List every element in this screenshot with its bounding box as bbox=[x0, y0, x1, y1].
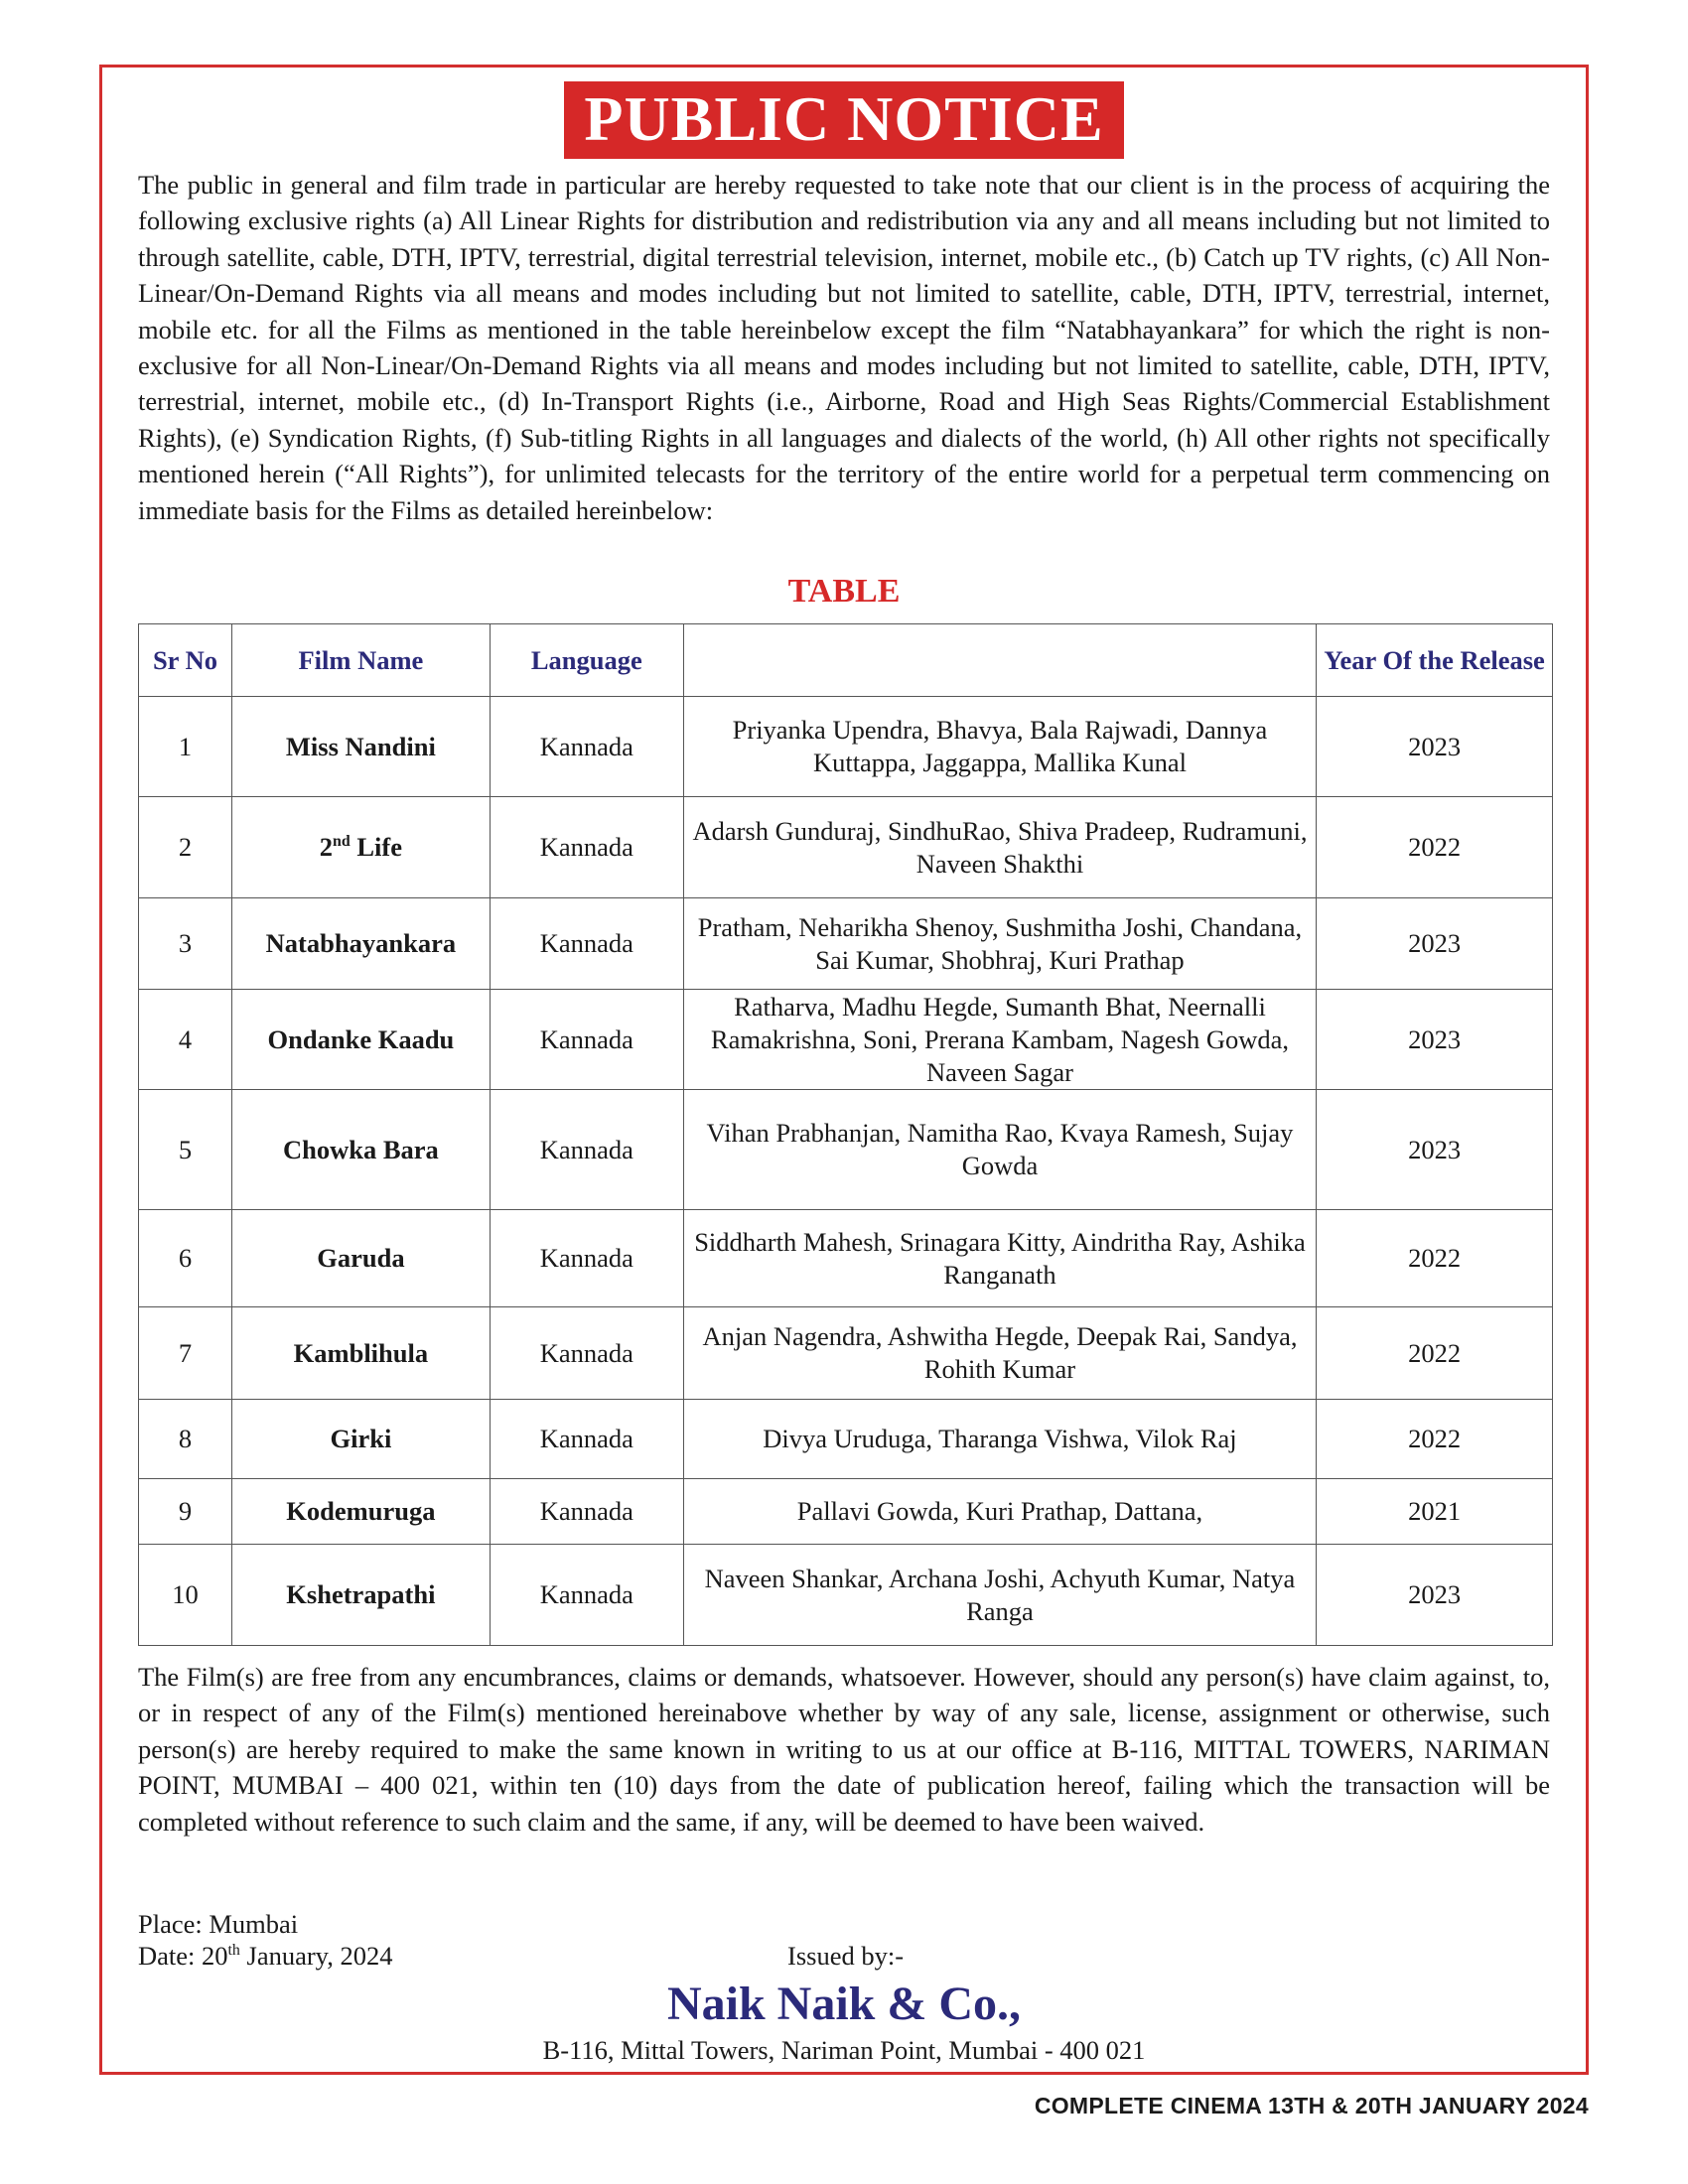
cell-sr: 2 bbox=[139, 797, 232, 898]
cell-sr: 1 bbox=[139, 697, 232, 797]
cell-film-name bbox=[231, 797, 490, 898]
cell-cast: Anjan Nagendra, Ashwitha Hegde, Deepak Rai, Sandya, Rohith Kumar bbox=[683, 1307, 1316, 1400]
firm-address: B-116, Mittal Towers, Nariman Point, Mumbai - 400 021 bbox=[542, 2035, 1146, 2065]
cell-year: 2023 bbox=[1317, 1545, 1553, 1646]
cell-language: Kannada bbox=[490, 1090, 683, 1210]
cell-cast: Siddharth Mahesh, Srinagara Kitty, Aindritha Ray, Ashika Ranganath bbox=[683, 1210, 1316, 1307]
cell-cast: Adarsh Gunduraj, SindhuRao, Shiva Pradeep, Rudramuni, Naveen Shakthi bbox=[683, 797, 1316, 898]
cell-film-name: Chowka Bara bbox=[231, 1090, 490, 1210]
header-year: Year Of the Release bbox=[1317, 624, 1553, 697]
table-row bbox=[139, 1479, 1553, 1545]
cell-language: Kannada bbox=[490, 1479, 683, 1545]
cell-sr: 4 bbox=[139, 990, 232, 1090]
table-header-row bbox=[139, 624, 1553, 697]
cell-cast: Priyanka Upendra, Bhavya, Bala Rajwadi, Dannya Kuttappa, Jaggappa, Mallika Kunal bbox=[683, 697, 1316, 797]
cell-year: 2022 bbox=[1317, 797, 1553, 898]
cell-year: 2023 bbox=[1317, 1090, 1553, 1210]
cell-film-name: Kodemuruga bbox=[231, 1479, 490, 1545]
cell-film-name: Natabhayankara bbox=[231, 898, 490, 990]
notice-title: PUBLIC NOTICE bbox=[564, 81, 1123, 159]
cell-cast: Pratham, Neharikha Shenoy, Sushmitha Joshi, Chandana, Sai Kumar, Shobhraj, Kuri Prathap bbox=[683, 898, 1316, 990]
cell-sr: 8 bbox=[139, 1400, 232, 1479]
cell-cast: Divya Uruduga, Tharanga Vishwa, Vilok Raj bbox=[683, 1400, 1316, 1479]
header-cast bbox=[683, 624, 1316, 697]
cell-film-name: Kshetrapathi bbox=[231, 1545, 490, 1646]
cell-year: 2023 bbox=[1317, 898, 1553, 990]
cell-year: 2023 bbox=[1317, 697, 1553, 797]
table-row bbox=[139, 898, 1553, 990]
cell-film-name: Garuda bbox=[231, 1210, 490, 1307]
intro-paragraph: The public in general and film trade in particular are hereby requested to take note that our client is in the process of acquiring the following exclusive rights (a) All Linear Rights for distribution and redistribution via any and all means including but not limited to through satellite, cable, DTH, IPTV, terrestrial, digital terrestrial television, internet, mobile etc., (b) Catch up TV rights, (c) All Non-Linear/On-Demand Rights via all means and modes including but not limited to satellite, cable, DTH, IPTV, terrestrial, internet, mobile etc. for all the Films as mentioned in the table hereinbelow except the film “Natabhayankara” for which the right is non-exclusive for all Non-Linear/On-Demand Rights via all means and modes including but not limited to satellite, cable, DTH, IPTV, terrestrial, internet, mobile etc., (d) In-Transport Rights (i.e., Airborne, Road and High Seas Rights/Commercial Establishment Rights), (e) Syndication Rights, (f) Sub-titling Rights in all languages and dialects of the world, (h) All other rights not specifically mentioned herein (“All Rights”), for unlimited telecasts for the territory of the entire world for a perpetual term commencing on immediate basis for the Films as detailed hereinbelow: bbox=[138, 170, 1550, 525]
date-superscript: th bbox=[227, 1942, 240, 1960]
table-row bbox=[139, 1400, 1553, 1479]
title-wrap bbox=[102, 81, 1586, 159]
cell-film-name: Kamblihula bbox=[231, 1307, 490, 1400]
cell-year: 2022 bbox=[1317, 1210, 1553, 1307]
header-sr: Sr No bbox=[139, 624, 232, 697]
film-name-number: 2 bbox=[319, 832, 334, 862]
cell-cast: Pallavi Gowda, Kuri Prathap, Dattana, bbox=[683, 1479, 1316, 1545]
table-row bbox=[139, 697, 1553, 797]
date-line bbox=[138, 1940, 392, 1973]
table-row bbox=[139, 1090, 1553, 1210]
cell-sr: 3 bbox=[139, 898, 232, 990]
cell-year: 2021 bbox=[1317, 1479, 1553, 1545]
cell-cast: Ratharva, Madhu Hegde, Sumanth Bhat, Neernalli Ramakrishna, Soni, Prerana Kambam, Nagesh Gowda, Naveen Sagar bbox=[683, 990, 1316, 1090]
cell-sr: 7 bbox=[139, 1307, 232, 1400]
films-table bbox=[138, 623, 1553, 1646]
cell-year: 2022 bbox=[1317, 1307, 1553, 1400]
cell-sr: 5 bbox=[139, 1090, 232, 1210]
header-language: Language bbox=[490, 624, 683, 697]
table-heading: TABLE bbox=[787, 573, 901, 610]
cell-sr: 6 bbox=[139, 1210, 232, 1307]
cell-language: Kannada bbox=[490, 697, 683, 797]
cell-language: Kannada bbox=[490, 797, 683, 898]
date-rest: January, 2024 bbox=[239, 1941, 393, 1971]
cell-sr: 10 bbox=[139, 1545, 232, 1646]
film-name-rest: Life bbox=[350, 832, 402, 862]
cell-language: Kannada bbox=[490, 990, 683, 1090]
cell-language: Kannada bbox=[490, 1210, 683, 1307]
table-row bbox=[139, 797, 1553, 898]
cell-film-name: Girki bbox=[231, 1400, 490, 1479]
date-prefix: Date: 20 bbox=[138, 1941, 228, 1971]
cell-year: 2023 bbox=[1317, 990, 1553, 1090]
table-row bbox=[139, 1545, 1553, 1646]
closing-paragraph: The Film(s) are free from any encumbrances, claims or demands, whatsoever. However, should any person(s) have claim against, to, or in respect of any of the Film(s) mentioned hereinabove whether by way of any sale, license, assignment or otherwise, such person(s) are hereby required to make the same known in writing to us at our office at B-116, MITTAL TOWERS, NARIMAN POINT, MUMBAI – 400 021, within ten (10) days from the date of publication hereof, failing which the transaction will be completed without reference to such claim and the same, if any, will be deemed to have been waived. bbox=[138, 1662, 1550, 1837]
notice-frame bbox=[99, 65, 1589, 2075]
firm-name: Naik Naik & Co., bbox=[666, 1978, 1022, 2030]
cell-language: Kannada bbox=[490, 1545, 683, 1646]
place-line: Place: Mumbai bbox=[138, 1909, 299, 1939]
cell-cast: Vihan Prabhanjan, Namitha Rao, Kvaya Ramesh, Sujay Gowda bbox=[683, 1090, 1316, 1210]
film-name-superscript: nd bbox=[333, 833, 351, 851]
issued-by: Issued by:- bbox=[787, 1941, 905, 1971]
cell-language: Kannada bbox=[490, 898, 683, 990]
cell-film-name: Miss Nandini bbox=[231, 697, 490, 797]
cell-film-name: Ondanke Kaadu bbox=[231, 990, 490, 1090]
cell-language: Kannada bbox=[490, 1400, 683, 1479]
cell-cast: Naveen Shankar, Archana Joshi, Achyuth Kumar, Natya Ranga bbox=[683, 1545, 1316, 1646]
publication-footer: COMPLETE CINEMA 13TH & 20TH JANUARY 2024 bbox=[1034, 2093, 1589, 2118]
header-film-name: Film Name bbox=[231, 624, 490, 697]
cell-language: Kannada bbox=[490, 1307, 683, 1400]
cell-year: 2022 bbox=[1317, 1400, 1553, 1479]
table-row bbox=[139, 1307, 1553, 1400]
table-row bbox=[139, 1210, 1553, 1307]
cell-sr: 9 bbox=[139, 1479, 232, 1545]
table-row bbox=[139, 990, 1553, 1090]
